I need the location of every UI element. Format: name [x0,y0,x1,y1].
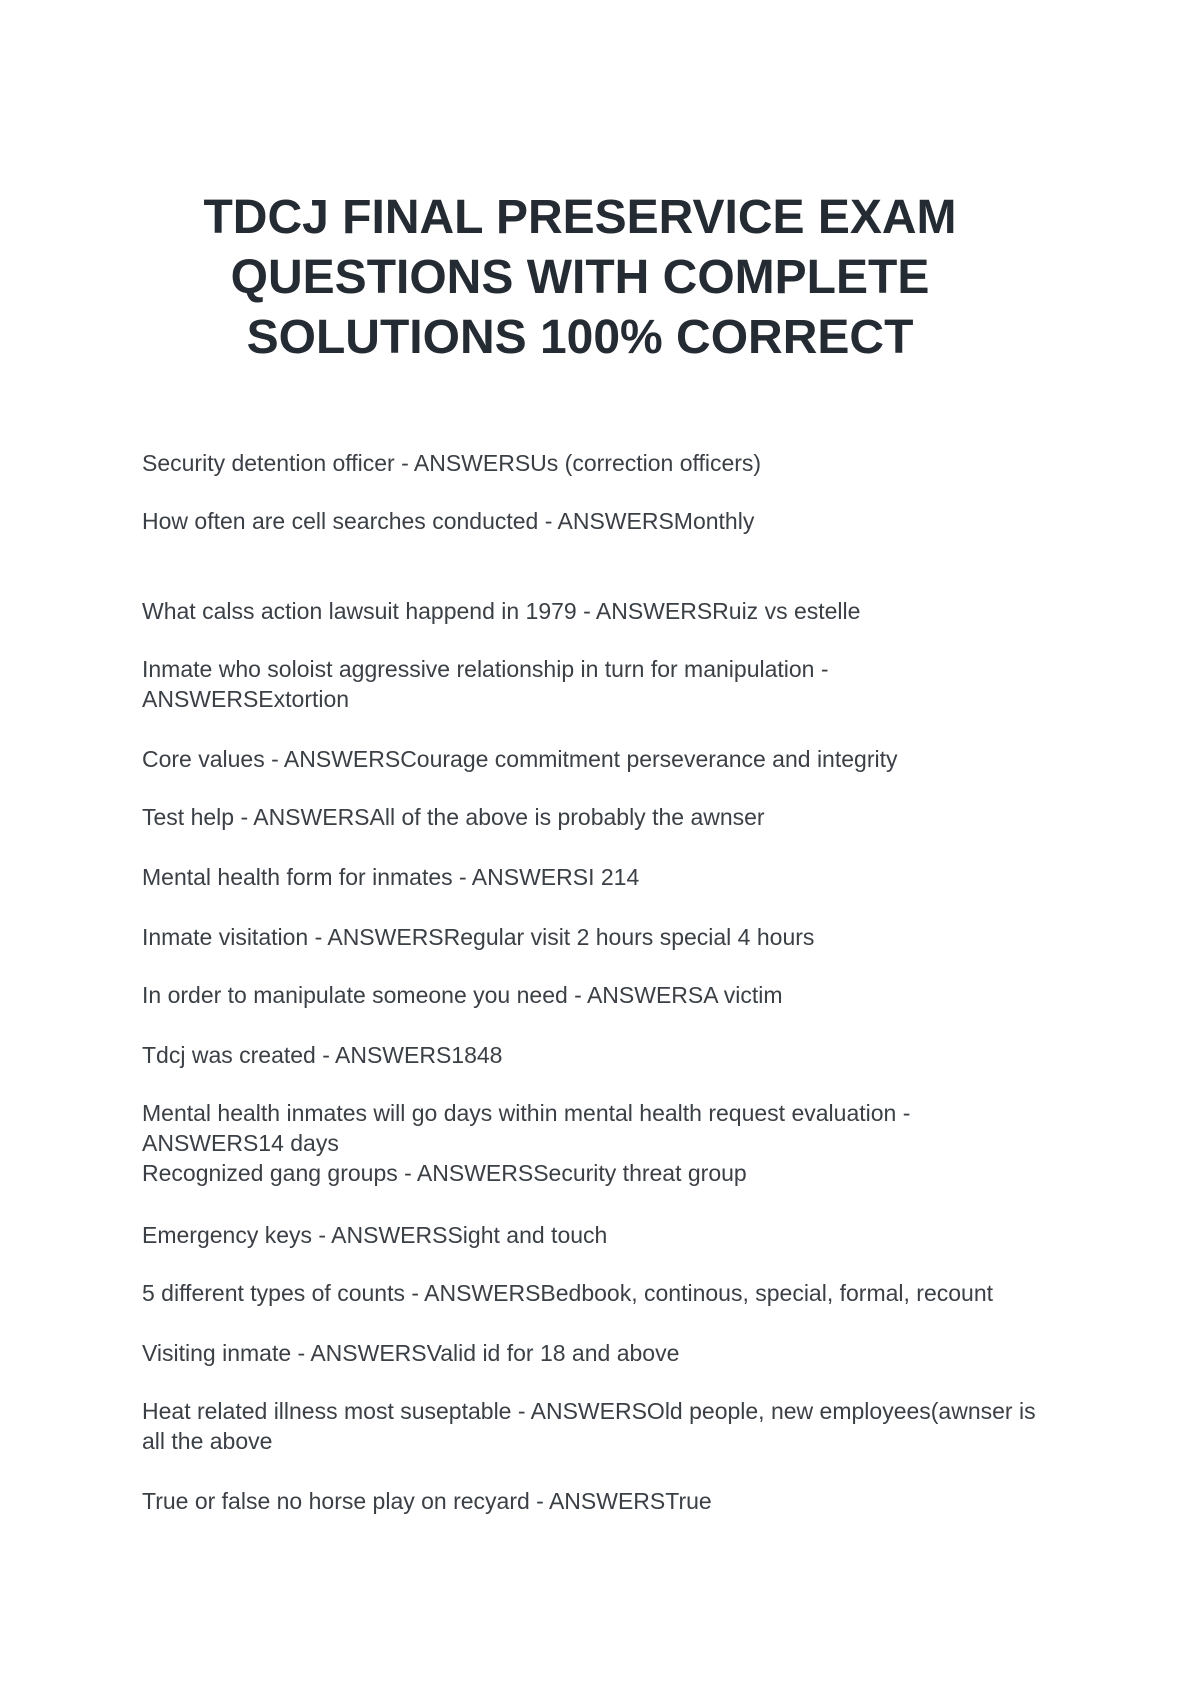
qa-item [142,654,1082,714]
qa-item [142,448,1082,478]
qa-item [142,862,1082,892]
qa-line: Mental health inmates will go days within mental health request evaluation - [142,1100,911,1126]
qa-line: Inmate visitation - ANSWERSRegular visit 2 hours special 4 hours [142,924,815,950]
qa-line: How often are cell searches conducted - ANSWERSMonthly [142,508,755,534]
qa-line: all the above [142,1428,273,1454]
qa-line: Recognized gang groups - ANSWERSSecurity threat group [142,1160,747,1186]
qa-line: In order to manipulate someone you need - ANSWERSA victim [142,982,783,1008]
qa-line: Mental health form for inmates - ANSWERSI 214 [142,864,640,890]
qa-item [142,1486,1082,1516]
title-line: SOLUTIONS 100% CORRECT [246,311,914,364]
qa-line: What calss action lawsuit happend in 1979 - ANSWERSRuiz vs estelle [142,598,861,624]
qa-line: Inmate who soloist aggressive relationship in turn for manipulation - [142,656,829,682]
qa-line: Heat related illness most suseptable - ANSWERSOld people, new employees(awnser is [142,1398,1036,1424]
title-line: QUESTIONS WITH COMPLETE [230,251,930,304]
qa-line: ANSWERSExtortion [142,686,350,712]
qa-item [142,980,1082,1010]
qa-line: 5 different types of counts - ANSWERSBedbook, continous, special, formal, recount [142,1280,994,1306]
qa-item [142,744,1082,774]
qa-line: True or false no horse play on recyard - ANSWERSTrue [142,1488,712,1514]
qa-item [142,1098,1082,1188]
qa-item [142,922,1082,952]
qa-item [142,802,1082,832]
document-title [130,188,1030,368]
qa-item [142,1278,1082,1308]
title-line: TDCJ FINAL PRESERVICE EXAM [203,191,957,244]
qa-item [142,1396,1082,1456]
qa-line: Emergency keys - ANSWERSSight and touch [142,1222,608,1248]
qa-line: ANSWERS14 days [142,1130,339,1156]
qa-line: Core values - ANSWERSCourage commitment perseverance and integrity [142,746,898,772]
qa-line: Test help - ANSWERSAll of the above is probably the awnser [142,804,765,830]
qa-item [142,506,1082,536]
qa-line: Security detention officer - ANSWERSUs (correction officers) [142,450,762,476]
qa-item [142,596,1082,626]
qa-line: Visiting inmate - ANSWERSValid id for 18 and above [142,1340,680,1366]
qa-item [142,1220,1082,1250]
qa-line: Tdcj was created - ANSWERS1848 [142,1042,503,1068]
qa-item [142,1338,1082,1368]
qa-item [142,1040,1082,1070]
